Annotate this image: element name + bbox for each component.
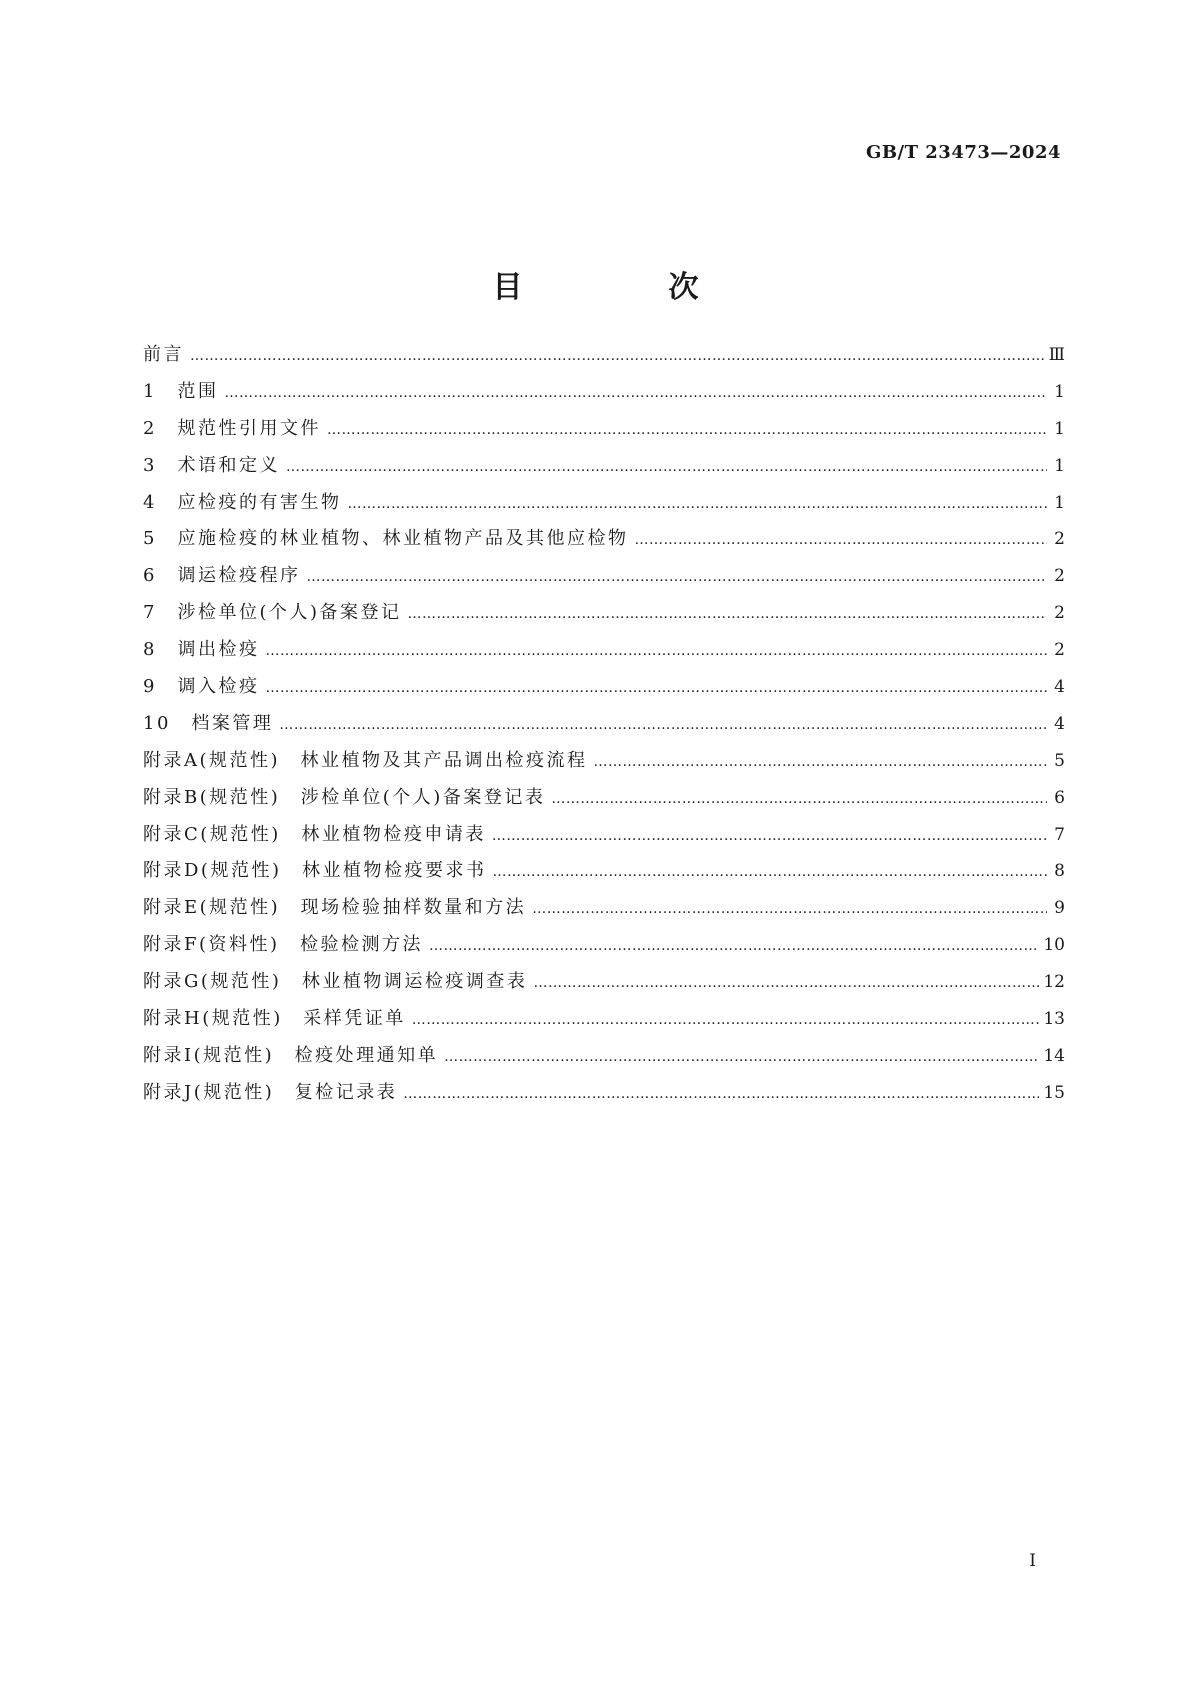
toc-entry-page: 4 [1054, 677, 1065, 698]
toc-entry-label: 附录H(规范性) 采样凭证单 [143, 1008, 406, 1030]
toc-entry-page: 15 [1043, 1082, 1065, 1103]
standard-number: GB/T 23473—2024 [865, 142, 1061, 163]
toc-entry-label: 附录F(资料性) 检验检测方法 [143, 934, 424, 956]
toc-entry-page: 2 [1054, 529, 1065, 550]
page-title: 目 次 [492, 270, 757, 306]
toc-entry-annex-f[interactable] [143, 930, 1065, 967]
toc-leader-dots [444, 1049, 1039, 1065]
toc-entry-annex-a[interactable] [143, 746, 1065, 783]
toc-entry-label: 附录G(规范性) 林业植物调运检疫调查表 [143, 971, 528, 993]
toc-entry-annex-h[interactable] [143, 1004, 1065, 1041]
toc-entry-3[interactable] [143, 451, 1065, 488]
toc-entry-page: 8 [1054, 861, 1065, 882]
toc-entry-page: 9 [1054, 898, 1065, 919]
toc-entry-annex-j[interactable] [143, 1078, 1065, 1115]
toc-entry-label: 附录D(规范性) 林业植物检疫要求书 [143, 860, 487, 882]
toc-leader-dots [347, 496, 1047, 512]
toc-leader-dots [306, 569, 1047, 585]
toc-leader-dots [279, 717, 1047, 733]
toc-leader-dots [532, 901, 1047, 917]
toc-leader-dots [403, 1086, 1039, 1102]
table-of-contents [143, 340, 1065, 1115]
toc-entry-annex-i[interactable] [143, 1041, 1065, 1078]
toc-entry-5[interactable] [143, 524, 1065, 561]
toc-entry-label: 10 档案管理 [143, 712, 274, 734]
toc-entry-label: 附录A(规范性) 林业植物及其产品调出检疫流程 [143, 749, 588, 771]
toc-entry-label: 附录E(规范性) 现场检验抽样数量和方法 [143, 897, 527, 919]
toc-leader-dots [224, 385, 1047, 401]
toc-entry-annex-b[interactable] [143, 783, 1065, 820]
toc-entry-label: 7 涉检单位(个人)备案登记 [143, 602, 402, 624]
toc-entry-1[interactable] [143, 377, 1065, 414]
toc-entry-label: 8 调出检疫 [143, 639, 260, 661]
toc-entry-8[interactable] [143, 635, 1065, 672]
toc-entry-label: 1 范围 [143, 380, 219, 402]
toc-leader-dots [551, 791, 1047, 807]
toc-entry-annex-d[interactable] [143, 856, 1065, 893]
toc-entry-label: 4 应检疫的有害生物 [143, 491, 342, 513]
toc-entry-label: 附录I(规范性) 检疫处理通知单 [143, 1044, 439, 1066]
toc-entry-page: 2 [1054, 566, 1065, 587]
toc-leader-dots [408, 606, 1048, 622]
toc-leader-dots [327, 422, 1047, 438]
toc-leader-dots [533, 975, 1039, 991]
toc-entry-label: 3 术语和定义 [143, 454, 280, 476]
toc-entry-annex-g[interactable] [143, 967, 1065, 1004]
toc-entry-page: 1 [1054, 455, 1065, 476]
toc-entry-label: 附录J(规范性) 复检记录表 [143, 1081, 398, 1103]
toc-entry-page: 1 [1054, 492, 1065, 513]
toc-entry-page: 10 [1043, 935, 1065, 956]
toc-leader-dots [265, 680, 1047, 696]
toc-entry-page: 7 [1054, 824, 1065, 845]
toc-entry-label: 6 调运检疫程序 [143, 565, 301, 587]
toc-entry-10[interactable] [143, 709, 1065, 746]
toc-entry-label: 前言 [143, 344, 184, 365]
toc-leader-dots [492, 828, 1047, 844]
toc-entry-foreword[interactable] [143, 340, 1065, 377]
toc-leader-dots [634, 532, 1047, 548]
toc-entry-label: 2 规范性引用文件 [143, 417, 321, 439]
toc-entry-page: 14 [1043, 1045, 1065, 1066]
toc-entry-label: 5 应施检疫的林业植物、林业植物产品及其他应检物 [143, 528, 629, 550]
toc-entry-page: 4 [1054, 713, 1065, 734]
toc-leader-dots [286, 459, 1047, 475]
toc-entry-4[interactable] [143, 488, 1065, 525]
toc-entry-page: 1 [1054, 418, 1065, 439]
toc-entry-page: 13 [1043, 1009, 1065, 1030]
toc-entry-label: 附录C(规范性) 林业植物检疫申请表 [143, 823, 486, 845]
toc-entry-label: 9 调入检疫 [143, 676, 260, 698]
toc-entry-page: 2 [1054, 603, 1065, 624]
toc-entry-label: 附录B(规范性) 涉检单位(个人)备案登记表 [143, 786, 546, 808]
toc-entry-page: 1 [1054, 381, 1065, 402]
toc-leader-dots [190, 348, 1045, 364]
toc-entry-annex-c[interactable] [143, 820, 1065, 857]
toc-entry-page: 2 [1054, 640, 1065, 661]
toc-entry-page: Ⅲ [1048, 345, 1065, 365]
toc-entry-7[interactable] [143, 598, 1065, 635]
toc-entry-2[interactable] [143, 414, 1065, 451]
toc-leader-dots [492, 864, 1047, 880]
toc-entry-6[interactable] [143, 561, 1065, 598]
toc-entry-page: 12 [1043, 972, 1065, 993]
toc-leader-dots [429, 938, 1039, 954]
toc-entry-page: 6 [1054, 787, 1065, 808]
toc-entry-9[interactable] [143, 672, 1065, 709]
page-number: Ⅰ [1029, 1551, 1036, 1571]
toc-entry-annex-e[interactable] [143, 893, 1065, 930]
toc-entry-page: 5 [1054, 750, 1065, 771]
toc-leader-dots [594, 754, 1047, 770]
toc-leader-dots [265, 643, 1047, 659]
toc-leader-dots [412, 1012, 1040, 1028]
